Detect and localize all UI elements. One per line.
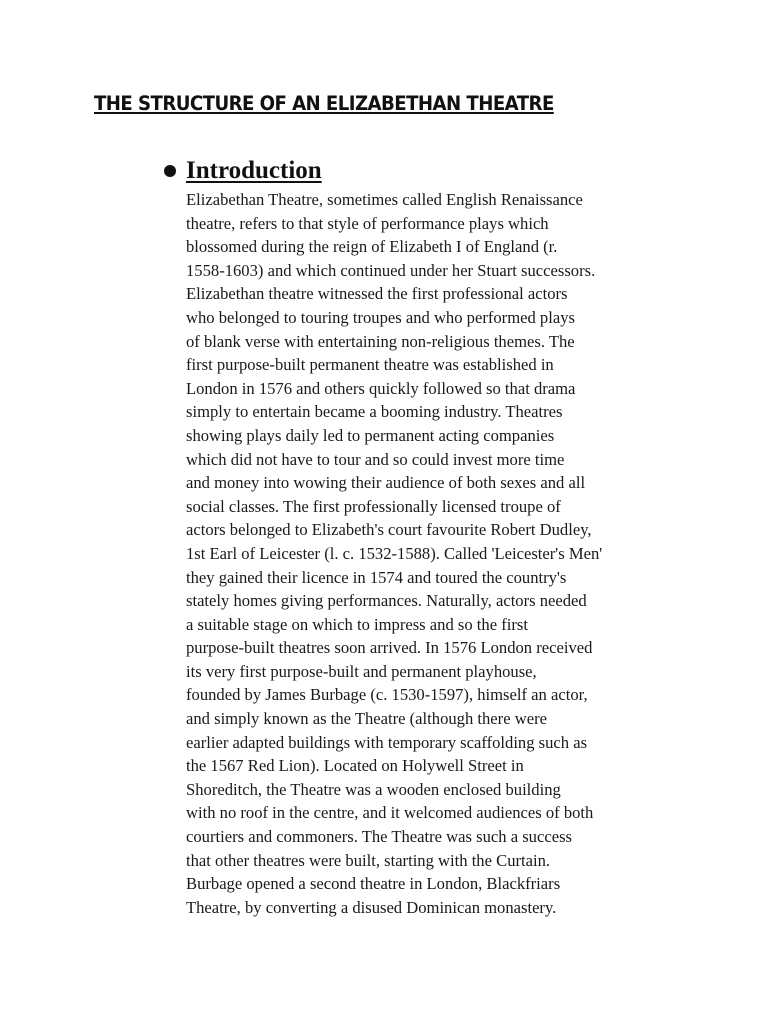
paragraph-line: first purpose-built permanent theatre was established in: [186, 355, 554, 375]
paragraph-line: Theatre, by converting a disused Dominican monastery.: [186, 897, 557, 917]
paragraph-line: which did not have to tour and so could invest more time: [186, 449, 565, 469]
paragraph-line: its very first purpose-built and permanent playhouse,: [186, 661, 537, 681]
paragraph-line: courtiers and commoners. The Theatre was such a success: [186, 827, 572, 847]
paragraph-line: London in 1576 and others quickly followed so that drama: [186, 378, 576, 398]
paragraph-line: and money into wowing their audience of both sexes and all: [186, 473, 586, 493]
section-title: Introduction: [186, 157, 322, 184]
paragraph-line: who belonged to touring troupes and who performed plays: [186, 307, 575, 327]
paragraph-line: social classes. The first professionally licensed troupe of: [186, 496, 561, 516]
paragraph-line: blossomed during the reign of Elizabeth I of England (r.: [186, 237, 558, 257]
section-heading: [160, 154, 700, 188]
paragraph-line: Shoreditch, the Theatre was a wooden enclosed building: [186, 779, 561, 799]
paragraph-line: earlier adapted buildings with temporary scaffolding such as: [186, 732, 588, 752]
paragraph-line: 1st Earl of Leicester (l. c. 1532-1588). Called 'Leicester's Men': [186, 543, 603, 563]
paragraph-line: simply to entertain became a booming industry. Theatres: [186, 402, 563, 422]
paragraph-line: Elizabethan Theatre, sometimes called English Renaissance: [186, 190, 583, 209]
paragraph-line: Elizabethan theatre witnessed the first professional actors: [186, 284, 568, 304]
introduction-section: [160, 154, 700, 919]
paragraph-line: theatre, refers to that style of performance plays which: [186, 213, 549, 233]
paragraph-line: actors belonged to Elizabeth's court favourite Robert Dudley,: [186, 520, 592, 540]
paragraph-line: with no roof in the centre, and it welcomed audiences of both: [186, 803, 594, 823]
paragraph-line: 1558-1603) and which continued under her Stuart successors.: [186, 260, 596, 280]
paragraph-line: that other theatres were built, starting with the Curtain.: [186, 850, 551, 870]
paragraph-line: purpose-built theatres soon arrived. In 1576 London received: [186, 638, 593, 658]
document-title: THE STRUCTURE OF AN ELIZABETHAN THEATRE: [94, 92, 554, 115]
paragraph-line: stately homes giving performances. Naturally, actors needed: [186, 591, 587, 611]
paragraph-line: of blank verse with entertaining non-religious themes. The: [186, 331, 575, 351]
paragraph-line: Burbage opened a second theatre in London, Blackfriars: [186, 874, 561, 894]
paragraph-line: they gained their licence in 1574 and toured the country's: [186, 567, 567, 587]
paragraph-line: showing plays daily led to permanent acting companies: [186, 425, 555, 445]
introduction-paragraph: [160, 188, 700, 919]
paragraph-line: founded by James Burbage (c. 1530-1597), himself an actor,: [186, 685, 588, 705]
paragraph-line: the 1567 Red Lion). Located on Holywell Street in: [186, 756, 524, 776]
paragraph-line: and simply known as the Theatre (although there were: [186, 709, 547, 729]
paragraph-line: a suitable stage on which to impress and so the first: [186, 614, 528, 634]
bullet-icon: [164, 165, 176, 177]
